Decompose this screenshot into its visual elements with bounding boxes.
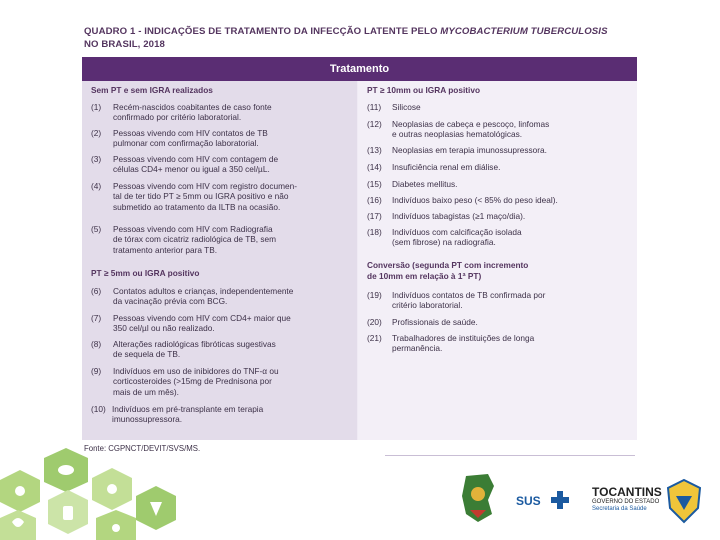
item-text-line: Indivíduos contatos de TB confirmada por xyxy=(392,290,546,300)
item-text-line: Indivíduos em pré-transplante em terapia xyxy=(112,404,264,414)
item-text-line: Indivíduos em uso de inibidores do TNF-α ou xyxy=(113,366,279,376)
item-text-line: Pessoas vivendo com HIV contatos de TB xyxy=(113,128,268,138)
list-item xyxy=(367,195,632,205)
list-item xyxy=(91,102,353,123)
item-text-line: Pessoas vivendo com HIV com CD4+ maior que xyxy=(113,313,291,323)
item-number: (14) xyxy=(367,162,382,172)
item-number: (8) xyxy=(91,339,102,349)
item-text-line: confirmado por critério laboratorial. xyxy=(113,112,242,123)
item-number: (17) xyxy=(367,211,382,221)
item-text-line: tratamento anterior para TB. xyxy=(113,244,218,255)
source-note: Fonte: CGPNCT/DEVIT/SVS/MS. xyxy=(84,444,201,453)
item-text-line: Pessoas vivendo com HIV com contagem de xyxy=(113,154,279,164)
item-text-line: Indivíduos baixo peso (< 85% do peso ideal). xyxy=(392,195,558,205)
section-heading: Sem PT e sem IGRA realizados xyxy=(91,85,213,95)
item-text-line: (sem fibrose) na radiografia. xyxy=(392,237,496,248)
tocantins-department: Secretaria da Saúde xyxy=(592,506,647,512)
item-number: (1) xyxy=(91,102,102,112)
sus-logo xyxy=(516,488,572,516)
item-number: (4) xyxy=(91,181,102,191)
item-text-line: e outras neoplasias hematológicas. xyxy=(392,129,523,140)
list-item xyxy=(367,102,632,112)
table-header: Tratamento xyxy=(82,57,637,81)
divider xyxy=(385,455,635,456)
plus-icon xyxy=(550,490,570,510)
item-text-line: Diabetes mellitus. xyxy=(392,179,458,189)
item-number: (16) xyxy=(367,195,382,205)
item-text-line: Insuficiência renal em diálise. xyxy=(392,162,501,172)
treatment-table xyxy=(82,57,637,440)
health-program-logo xyxy=(458,470,500,524)
list-item xyxy=(367,119,632,140)
item-text-line: permanência. xyxy=(392,343,443,354)
section-heading xyxy=(367,260,528,281)
list-item xyxy=(367,162,632,172)
item-text-line: Silicose xyxy=(392,102,421,112)
item-number: (5) xyxy=(91,224,102,234)
item-text-line: mais de um mês). xyxy=(113,386,179,397)
title-line1-italic: MYCOBACTERIUM TUBERCULOSIS xyxy=(440,26,608,37)
item-text-line: corticosteroides (>15mg de Prednisona por xyxy=(113,376,272,387)
item-text-line: Recém-nascidos coabitantes de caso fonte xyxy=(113,102,272,112)
item-text-line: Pessoas vivendo com HIV com registro documen- xyxy=(113,181,297,191)
item-number: (15) xyxy=(367,179,382,189)
item-text-line: da vacinação prévia com BCG. xyxy=(113,296,228,307)
item-text-line: 350 cel/µl ou não realizado. xyxy=(113,323,215,334)
list-item xyxy=(91,128,353,149)
title-line2: NO BRASIL, 2018 xyxy=(84,39,165,50)
item-text-line: Alterações radiológicas fibróticas sugestivas xyxy=(113,339,276,349)
list-item xyxy=(91,286,353,307)
item-number: (18) xyxy=(367,227,382,237)
tocantins-title: TOCANTINS xyxy=(592,485,662,499)
page-title xyxy=(84,25,644,51)
paw-icon xyxy=(107,484,117,494)
item-text-line: Indivíduos com calcificação isolada xyxy=(392,227,522,237)
list-item xyxy=(91,366,353,397)
item-number: (10) xyxy=(91,404,106,414)
item-text-line: de sequela de TB. xyxy=(113,349,181,360)
tocantins-logo xyxy=(592,486,662,526)
list-item xyxy=(91,181,353,212)
item-text-line: pulmonar com confirmação laboratorial. xyxy=(113,138,259,149)
item-text-line: Indivíduos tabagistas (≥1 maço/dia). xyxy=(392,211,526,221)
state-crest-icon xyxy=(666,478,702,524)
tocantins-subtitle: GOVERNO DO ESTADO xyxy=(592,499,660,505)
item-text-line: células CD4+ menor ou igual a 350 cel/µL. xyxy=(113,164,270,175)
list-item xyxy=(367,227,632,248)
eye-icon xyxy=(58,465,74,475)
left-column xyxy=(82,81,357,440)
item-text-line: Neoplasias em terapia imunossupressora. xyxy=(392,145,547,155)
item-text-line: Profissionais de saúde. xyxy=(392,317,478,327)
item-number: (6) xyxy=(91,286,102,296)
right-column xyxy=(358,81,637,440)
plant-icon xyxy=(15,486,25,496)
health-icons-decoration xyxy=(0,440,220,540)
item-number: (9) xyxy=(91,366,102,376)
list-item xyxy=(367,145,632,155)
title-line1-prefix: QUADRO 1 - INDICAÇÕES DE TRATAMENTO DA INFECÇÃO LATENTE PELO xyxy=(84,26,441,37)
item-number: (11) xyxy=(367,102,382,112)
item-number: (2) xyxy=(91,128,102,138)
item-number: (3) xyxy=(91,154,102,164)
section-heading: PT ≥ 10mm ou IGRA positivo xyxy=(367,85,481,95)
item-text-line: imunossupressora. xyxy=(112,414,183,425)
item-text-line: Trabalhadores de instituições de longa xyxy=(392,333,535,343)
item-text-line: submetido ao tratamento da ILTB na ocasião. xyxy=(113,201,281,212)
section-heading: PT ≥ 5mm ou IGRA positivo xyxy=(91,268,200,278)
list-item xyxy=(91,339,353,360)
item-text-line: Pessoas vivendo com HIV com Radiografia xyxy=(113,224,273,234)
section-heading-line: de 10mm em relação à 1ª PT) xyxy=(367,270,482,281)
item-text-line: de tórax com cicatriz radiológica de TB, sem xyxy=(113,234,277,245)
item-number: (13) xyxy=(367,145,382,155)
bug-icon xyxy=(112,524,120,532)
section-heading-line: Conversão (segunda PT com incremento xyxy=(367,260,529,270)
item-text-line: Neoplasias de cabeça e pescoço, linfomas xyxy=(392,119,550,129)
item-number: (19) xyxy=(367,290,382,300)
item-number: (21) xyxy=(367,333,382,343)
list-item xyxy=(91,404,353,425)
list-item xyxy=(367,290,632,311)
item-number: (12) xyxy=(367,119,382,129)
item-text-line: tal de ter tido PT ≥ 5mm ou IGRA positivo e não xyxy=(113,191,289,202)
sus-label: SUS xyxy=(516,494,541,508)
item-number: (7) xyxy=(91,313,102,323)
item-number: (20) xyxy=(367,317,382,327)
item-text-line: Contatos adultos e crianças, independentemente xyxy=(113,286,294,296)
list-item xyxy=(91,313,353,334)
list-item xyxy=(367,317,632,327)
list-item xyxy=(91,224,353,255)
list-item xyxy=(367,333,632,354)
item-text-line: critério laboratorial. xyxy=(392,300,463,311)
list-item xyxy=(367,179,632,189)
runner-icon xyxy=(63,506,73,520)
list-item xyxy=(367,211,632,221)
list-item xyxy=(91,154,353,175)
